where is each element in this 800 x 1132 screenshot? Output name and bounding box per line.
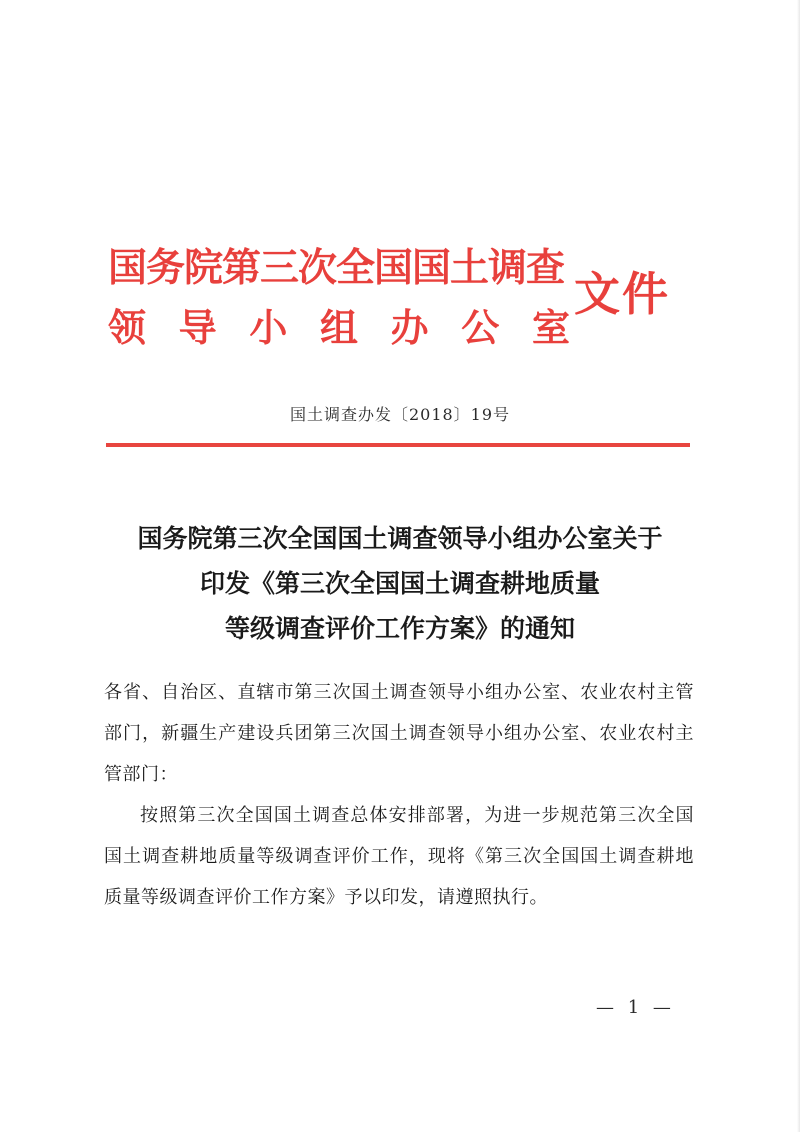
org-name-line1: 国务院第三次全国国土调查	[108, 245, 565, 291]
org-char: 小	[249, 305, 288, 350]
red-divider	[106, 443, 690, 447]
org-char: 公	[461, 305, 500, 350]
title-line2: 印发《第三次全国国土调查耕地质量	[199, 569, 600, 598]
org-char: 办	[390, 305, 429, 350]
org-char: 导	[178, 305, 217, 350]
org-char: 组	[319, 305, 358, 350]
body-paragraph: 按照第三次全国国土调查总体安排部署，为进一步规范第三次全国国土调查耕地质量等级调查评价工作，现将《第三次全国国土调查耕地质量等级调查评价工作方案》予以印发，请遵照执行。	[104, 805, 694, 908]
page-number: — 1 —	[596, 997, 675, 1018]
document-body	[104, 672, 694, 918]
document-type: 文件	[574, 267, 670, 321]
title-line1: 国务院第三次全国国土调查领导小组办公室关于	[137, 524, 663, 553]
document-number: 国土调查办发〔2018〕19号	[289, 405, 511, 424]
org-char: 领	[108, 305, 147, 350]
org-char: 室	[531, 305, 570, 350]
title-line3: 等级调查评价工作方案》的通知	[224, 614, 575, 643]
org-name-line2	[108, 304, 570, 352]
salutation: 各省、自治区、直辖市第三次国土调查领导小组办公室、农业农村主管部门，新疆生产建设兵团第三次国土调查领导小组办公室、农业农村主管部门：	[104, 682, 694, 785]
issuing-organization	[108, 242, 578, 352]
document-title	[0, 516, 800, 651]
